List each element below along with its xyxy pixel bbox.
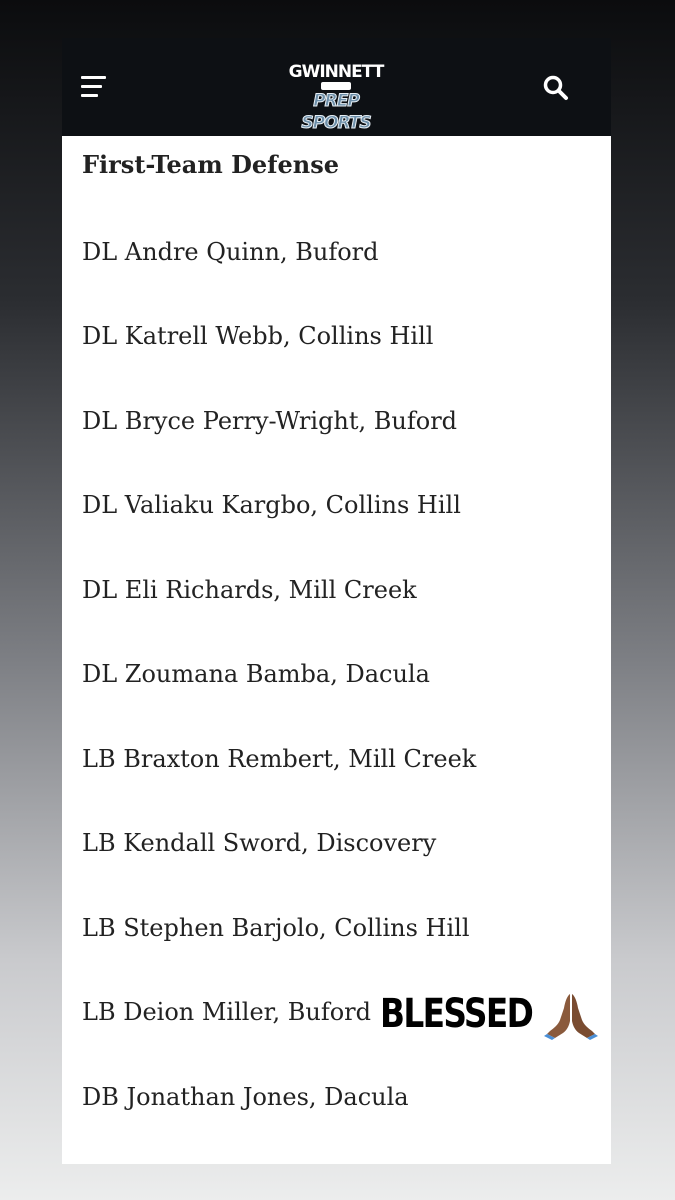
hamburger-menu-icon[interactable] <box>81 76 106 98</box>
list-item: DB Jonathan Jones, Dacula <box>82 1083 409 1111</box>
section-title: First-Team Defense <box>82 150 339 179</box>
list-item: DL Andre Quinn, Buford <box>82 238 379 266</box>
list-item: LB Kendall Sword, Discovery <box>82 829 437 857</box>
list-item: DL Katrell Webb, Collins Hill <box>82 322 434 350</box>
folded-hands-icon <box>543 990 599 1040</box>
list-item: LB Deion Miller, Buford <box>82 998 372 1026</box>
list-item: LB Stephen Barjolo, Collins Hill <box>82 914 470 942</box>
site-logo[interactable] <box>286 62 386 133</box>
list-item: DL Valiaku Kargbo, Collins Hill <box>82 491 461 519</box>
logo-divider <box>321 82 351 90</box>
list-item: DL Eli Richards, Mill Creek <box>82 576 417 604</box>
search-icon[interactable] <box>542 74 570 102</box>
list-item: DL Zoumana Bamba, Dacula <box>82 660 430 688</box>
story-text-overlay[interactable] <box>380 986 566 1042</box>
logo-line-prep-sports: PREP SPORTS <box>301 91 371 133</box>
list-item: LB Braxton Rembert, Mill Creek <box>82 745 477 773</box>
list-item: DL Bryce Perry-Wright, Buford <box>82 407 458 435</box>
site-header <box>62 38 611 136</box>
logo-line-gwinnett: GWINNETT <box>288 62 384 82</box>
overlay-caption: BLESSED <box>380 991 533 1037</box>
